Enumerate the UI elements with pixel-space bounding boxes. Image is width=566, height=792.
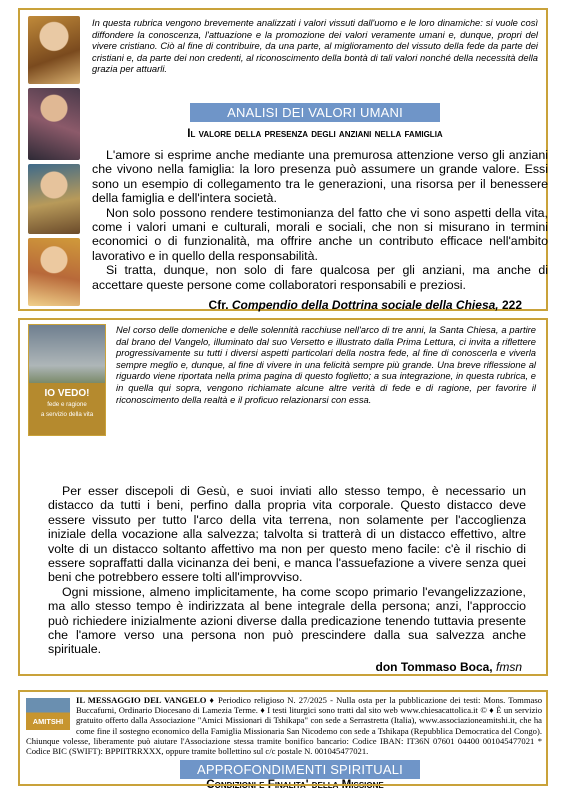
paragraph: Si tratta, dunque, non solo di fare qualcosa per gli anziani, ma anche di accettare queste persone come collaboratori responsabili e preziosi.	[92, 263, 548, 292]
citation-title: Compendio della Dottrina sociale della Chiesa,	[231, 298, 499, 312]
logo-subtitle-2: a servizio della vita	[40, 411, 94, 418]
citation-number: 222	[501, 298, 522, 312]
publication-name: IL MESSAGGIO DEL VANGELO	[76, 695, 207, 705]
section-intro: Nel corso delle domeniche e delle solennità racchiuse nell'arco di tre anni, la Santa Chiesa, a partire dal brano del Vangelo, illuminato dal suo Versetto e illustrato dalla Prima Lettura, ci invita a riflettere progressivamente su tutti i diversi aspetti particolari della nostra fede, al fine di conoscerla e viverla sempre meglio e, dunque, al fine di vivere in una felicità sempre più grande. Una breve riflessione al riguardo viene riportata nella prima pagina di questo foglietto; a sua integrazione, in questa rubrica, e in quella qui sopra, vengono richiamate alcune altre verità di fede e di ragione, per favorire il riconoscimento della realtà e il proficuo relazionarsi con essa.	[116, 324, 536, 405]
logo-title: IO VEDO!	[44, 388, 90, 399]
io-vedo-logo	[28, 324, 106, 436]
footer-text	[26, 695, 542, 756]
section-banner: APPROFONDIMENTI SPIRITUALI	[180, 760, 420, 779]
citation	[209, 298, 522, 312]
values-section	[18, 8, 548, 311]
paragraph: Ogni missione, almeno implicitamente, ha come scopo primario l'evangelizzazione, ma allo stesso tempo è indirizzata al bene integrale della persona; anzi, l'approccio può richiedere inizialmente azioni diverse dalla predicazione tenendo tuttavia presente che l'amore verso una persona non può prescindere dalla sua salvezza anche spirituale.	[48, 584, 526, 657]
section-intro: In questa rubrica vengono brevemente analizzati i valori vissuti dall'uomo e le loro dinamiche: si vuole così diffondere la conoscenza, l'attuazione e la promozione dei valori veramente umani e, dunque, propri del vivere cristiano. Ciò al fine di contribuire, da una parte, al miglioramento del vissuto della fede da parte dei cristiani e, da parte dei non credenti, al riconoscimento della bontà di tali valori nonché della necessità della grazia per attuarli.	[92, 17, 538, 75]
logo-subtitle-1: fede e ragione	[47, 401, 87, 408]
author-signature	[376, 660, 522, 674]
portrait-image-1	[28, 16, 80, 84]
portrait-image-2	[28, 88, 80, 160]
amitshi-logo: AMITSHI	[26, 698, 70, 730]
article-body	[48, 484, 526, 657]
author-name: don Tommaso Boca,	[375, 660, 493, 674]
section-banner: ANALISI DEI VALORI UMANI	[190, 103, 440, 122]
article-title: Condizioni e Finalita' della Missione	[206, 778, 384, 791]
landscape-image	[29, 325, 105, 383]
publication-info: ♦ Periodico religioso N. 27/2025 - Nulla osta per la pubblicazione dei testi: Mons. Tommaso Buccafurni, Ordinario Diocesano di Lamezia Terme. ♦ I testi liturgici sono tratti dal sito web www.chiesacattolica.it © ♦ È un servizio gratuito offerto dalla Associazione "Amici Missionari di Tshikapa" con sede a Serrastretta (Italia), www.associazioneamitshi.it, che ha come fine il sostegno economico della Famiglia Missionaria San Nicodemo con sede a Tshikapa (Repubblica Democratica del Congo). Chiunque volesse, liberamente può aiutare l'Associazione stessa tramite bonifico bancario: Codice IBAN: IT36N 07601 04400 001045477021 * Codice BIC (SWIFT): BPPIITRRXXX, oppure tramite bollettino sul c/c postale N. 001045477021.	[26, 695, 542, 757]
article-title: Il valore della presenza degli anziani nella famiglia	[187, 127, 443, 140]
publication-footer	[18, 690, 548, 786]
paragraph: Non solo possono rendere testimonianza del fatto che vi sono aspetti della vita, come i valori umani e culturali, morali e sociali, che non si misurano in termini economici o di funzionalità, ma offrire anche un contributo efficace nell'ambito lavorativo e in quello della responsabilità.	[92, 205, 548, 263]
paragraph: Per esser discepoli di Gesù, e suoi inviati allo stesso tempo, è necessario un distacco da tutti i beni, perfino dalla propria vita corporale. Questo distacco deve essere vissuto per tutto l'arco della vita terrena, non solamente per l'accoglienza iniziale della vocazione alla salvezza; talvolta si tratterà di un distacco effettivo, altre volte di un distacco soltanto affettivo ma non per questo meno facile: c'è il rischio di essere sopraffatti dalla vicinanza dei beni, e manca l'assuefazione a vivere senza quei beni che potrebbero essere tolti all'improvviso.	[48, 484, 526, 585]
portrait-image-4	[28, 238, 80, 306]
paragraph: L'amore si esprime anche mediante una premurosa attenzione verso gli anziani che vivono nella famiglia: la loro presenza può assumere un grande valore. Essi sono un esempio di collegamento tra le generazioni, una risorsa per il benessere della famiglia e dell'intera società.	[92, 148, 548, 206]
citation-prefix: Cfr.	[208, 298, 229, 312]
author-suffix: fmsn	[495, 660, 522, 674]
article-body	[92, 148, 548, 292]
portrait-image-3	[28, 164, 80, 234]
